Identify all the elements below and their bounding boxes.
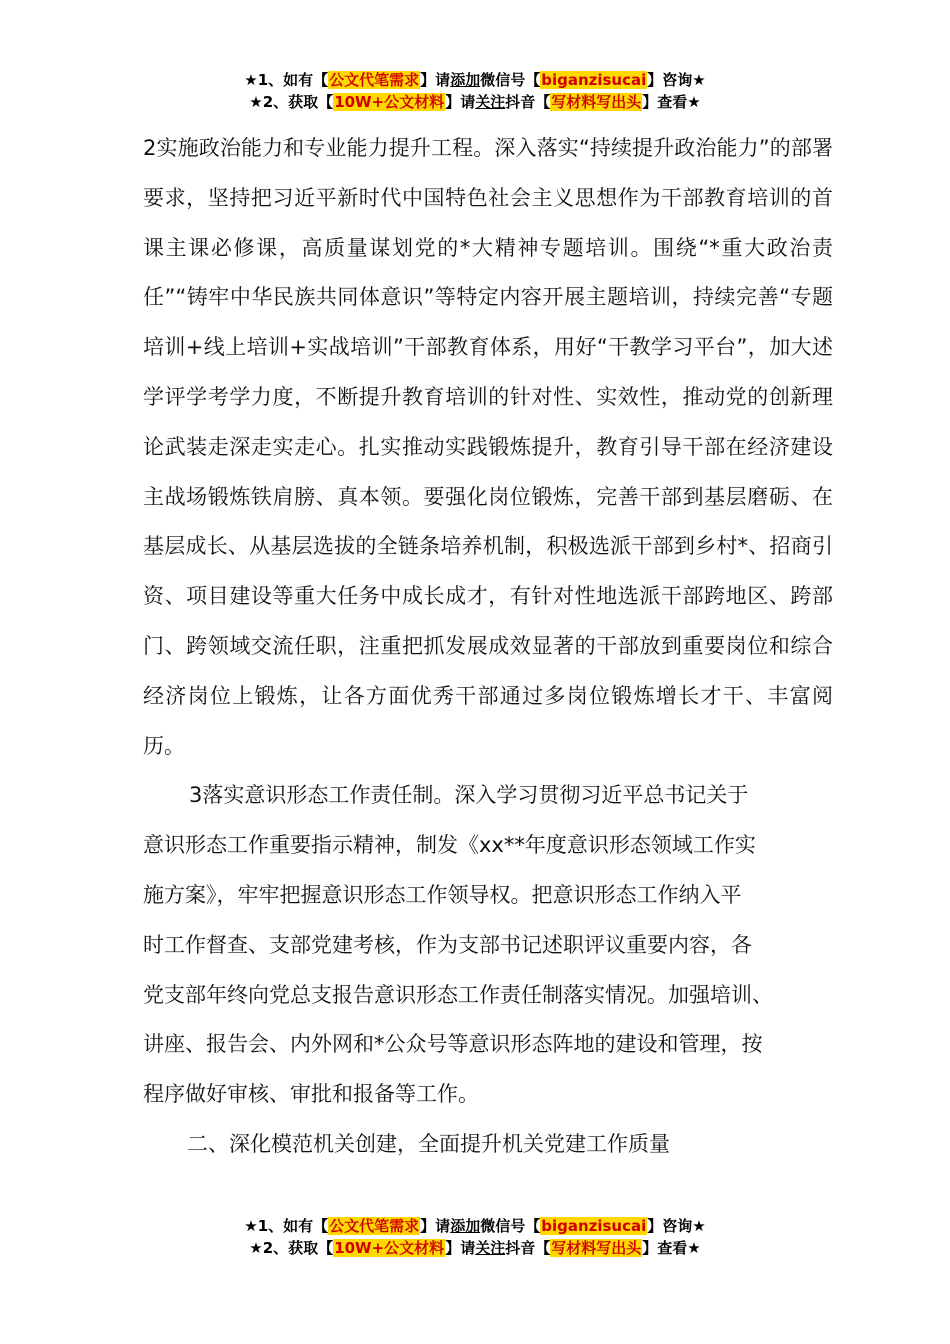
highlight-service: 公文代笔需求: [329, 71, 420, 89]
banner-text: 】咨询★: [647, 71, 706, 89]
highlight-materials: 10W+公文材料: [334, 93, 445, 111]
top-banner: [0, 69, 950, 113]
banner-text: ★1、如有【: [244, 71, 329, 89]
paragraph-line: 施方案》，牢牢把握意识形态工作领导权。把意识形态工作纳入平: [143, 882, 742, 907]
highlight-douyin-id: 写材料写出头: [551, 93, 642, 111]
banner-text: ★2、获取【: [249, 93, 334, 111]
highlight-wechat-id: biganzisucai: [541, 71, 647, 89]
paragraph-ideology-responsibility: [143, 771, 833, 1120]
paragraph-political-capacity: 2实施政治能力和专业能力提升工程。深入落实“持续提升政治能力”的部署要求，坚持把习近平新时代中国特色社会主义思想作为干部教育培训的首课主课必修课，高质量谋划党的*大精神专题培训。围绕“*重大政治责任”“铸牢中华民族共同体意识”等特定内容开展主题培训，持续完善“专题培训+线上培训+实战培训”干部教育体系，用好“干教学习平台”，加大述学评学考学力度，不断提升教育培训的针对性、实效性，推动党的创新理论武装走深走实走心。扎实推动实践锻炼提升，教育引导干部在经济建设主战场锻炼铁肩膀、真本领。要强化岗位锻炼，完善干部到基层磨砺、在基层成长、从基层选拔的全链条培养机制，积极选派干部到乡村*、招商引资、项目建设等重大任务中成长成才，有针对性地选派干部跨地区、跨部门、跨领域交流任职，注重把抓发展成效显著的干部放到重要岗位和综合经济岗位上锻炼，让各方面优秀干部通过多岗位锻炼增长才干、丰富阅历。: [143, 136, 833, 758]
banner-text: 】查看★: [642, 93, 701, 111]
underlined-add: 添加: [450, 1217, 481, 1235]
banner-text: 】咨询★: [647, 1217, 706, 1235]
banner-line-1: [0, 69, 950, 91]
banner-text: 抖音【: [505, 1239, 551, 1257]
banner-text: 】查看★: [642, 1239, 701, 1257]
document-body: [143, 124, 833, 1170]
paragraph-line: 3落实意识形态工作责任制。深入学习贯彻习近平总书记关于: [189, 783, 749, 808]
banner-text: 】请: [420, 71, 451, 89]
paragraph-line: 意识形态工作重要指示精神，制发《xx**年度意识形态领域工作实: [143, 833, 756, 858]
banner-text: 微信号【: [480, 1217, 541, 1235]
underlined-follow: 关注: [475, 1239, 506, 1257]
section-heading: 二、深化模范机关创建，全面提升机关党建工作质量: [187, 1131, 670, 1156]
highlight-douyin-id: 写材料写出头: [551, 1239, 642, 1257]
banner-text: ★2、获取【: [249, 1239, 334, 1257]
paragraph-line: 讲座、报告会、内外网和*公众号等意识形态阵地的建设和管理，按: [143, 1032, 763, 1057]
highlight-service: 公文代笔需求: [329, 1217, 420, 1235]
banner-text: ★1、如有【: [244, 1217, 329, 1235]
banner-text: 】请: [445, 1239, 476, 1257]
paragraph-line: 党支部年终向党总支报告意识形态工作责任制落实情况。加强培训、: [143, 982, 773, 1007]
highlight-materials: 10W+公文材料: [334, 1239, 445, 1257]
banner-text: 】请: [445, 93, 476, 111]
paragraph-line: 时工作督查、支部党建考核，作为支部书记述职评议重要内容，各: [143, 932, 752, 957]
underlined-follow: 关注: [475, 93, 506, 111]
underlined-add: 添加: [450, 71, 481, 89]
banner-line-2: [0, 91, 950, 113]
banner-text: 微信号【: [480, 71, 541, 89]
banner-line-1: [0, 1215, 950, 1237]
paragraph-line: 程序做好审核、审批和报备等工作。: [143, 1082, 479, 1107]
bottom-banner: [0, 1215, 950, 1259]
highlight-wechat-id: biganzisucai: [541, 1217, 647, 1235]
banner-line-2: [0, 1237, 950, 1259]
banner-text: 】请: [420, 1217, 451, 1235]
banner-text: 抖音【: [505, 93, 551, 111]
